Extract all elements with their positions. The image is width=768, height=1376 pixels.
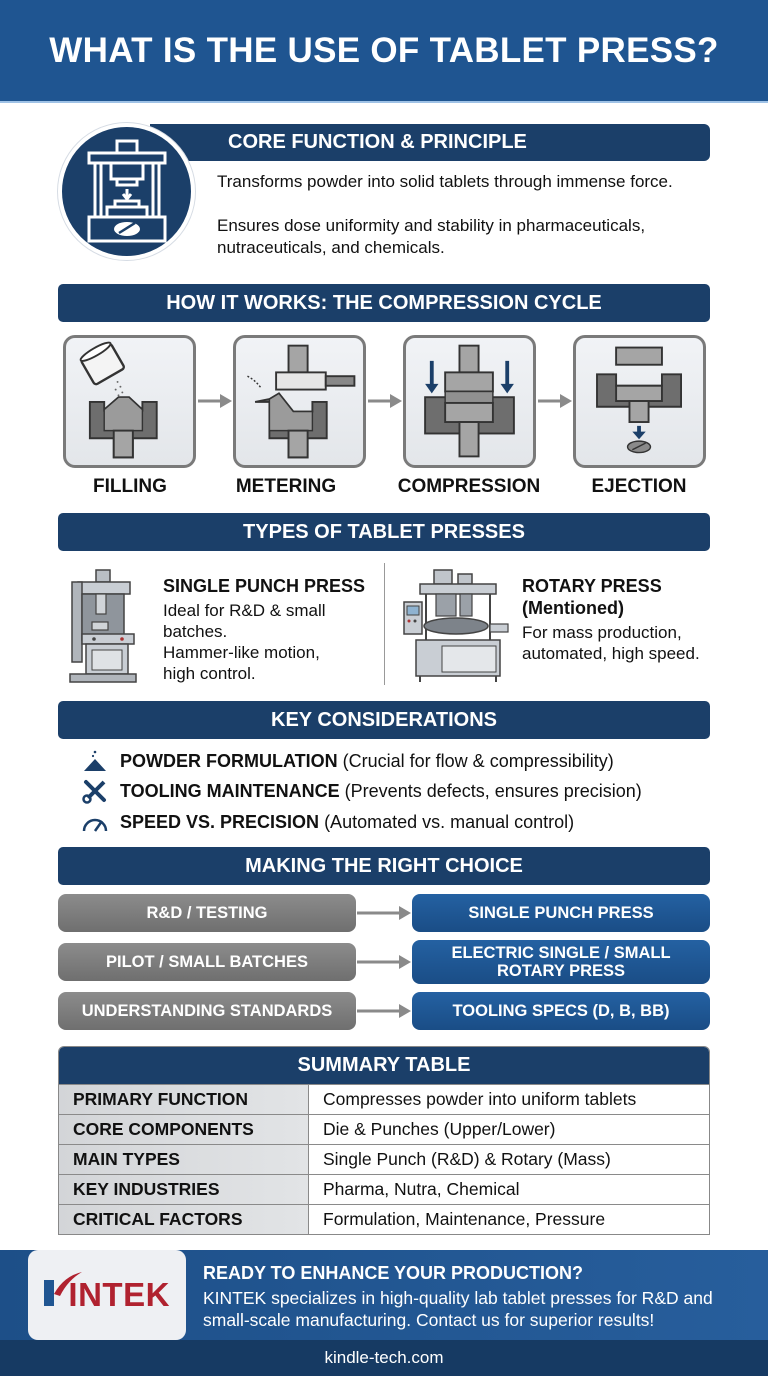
step-label-compression: COMPRESSION bbox=[397, 476, 541, 497]
choice-result: ELECTRIC SINGLE / SMALL ROTARY PRESS bbox=[412, 940, 710, 984]
core-function-header bbox=[150, 124, 710, 161]
rotary-desc-2: automated, high speed. bbox=[522, 644, 700, 663]
table-key: CRITICAL FACTORS bbox=[59, 1205, 309, 1234]
ejection-icon bbox=[573, 335, 706, 468]
website-link[interactable] bbox=[0, 1340, 768, 1376]
step-label-ejection: EJECTION bbox=[591, 476, 687, 497]
types-header bbox=[58, 513, 710, 551]
table-row bbox=[59, 1114, 709, 1144]
arrow-right-icon bbox=[357, 906, 411, 920]
rotary-press-title: ROTARY PRESS bbox=[522, 576, 662, 596]
types-divider bbox=[384, 563, 385, 685]
choice-header bbox=[58, 847, 710, 885]
powder-pile-icon bbox=[80, 748, 110, 774]
page-title: WHAT IS THE USE OF TABLET PRESS? bbox=[49, 30, 719, 70]
website-url[interactable]: kindle-tech.com bbox=[324, 1348, 444, 1367]
table-value: Single Punch (R&D) & Rotary (Mass) bbox=[309, 1145, 709, 1174]
table-row bbox=[59, 1174, 709, 1204]
table-key: PRIMARY FUNCTION bbox=[59, 1085, 309, 1114]
table-row bbox=[59, 1084, 709, 1114]
step-label-metering: METERING bbox=[235, 476, 337, 497]
rotary-desc-1: For mass production, bbox=[522, 623, 682, 642]
consideration-note: (Crucial for flow & compressibility) bbox=[342, 750, 614, 771]
consideration-note: (Automated vs. manual control) bbox=[324, 811, 575, 832]
arrow-right-icon bbox=[538, 394, 572, 408]
core-function-line-2b: nutraceuticals, and chemicals. bbox=[217, 238, 445, 257]
compression-cycle-header bbox=[58, 284, 710, 322]
single-punch-desc-4: high control. bbox=[163, 664, 256, 683]
choice-result: TOOLING SPECS (D, B, BB) bbox=[412, 992, 710, 1030]
single-punch-desc-2: batches. bbox=[163, 622, 228, 641]
table-row bbox=[59, 1204, 709, 1234]
step-label-filling: FILLING bbox=[93, 476, 167, 497]
speedometer-icon bbox=[80, 809, 110, 835]
consideration-title: POWDER FORMULATION bbox=[120, 750, 338, 771]
arrow-right-icon bbox=[368, 394, 402, 408]
consideration-item bbox=[80, 778, 642, 804]
rotary-press-icon bbox=[400, 568, 512, 684]
table-key: CORE COMPONENTS bbox=[59, 1115, 309, 1144]
choice-need: PILOT / SMALL BATCHES bbox=[58, 943, 356, 981]
table-row bbox=[59, 1144, 709, 1174]
consideration-title: TOOLING MAINTENANCE bbox=[120, 780, 340, 801]
rotary-press-subtitle: (Mentioned) bbox=[522, 598, 624, 618]
choice-result: SINGLE PUNCH PRESS bbox=[412, 894, 710, 932]
kintek-logo-text: INTEK bbox=[44, 1276, 170, 1314]
logo-swoosh-icon bbox=[42, 1270, 82, 1310]
single-punch-desc-1: Ideal for R&D & small bbox=[163, 601, 326, 620]
cta-title: READY TO ENHANCE YOUR PRODUCTION? bbox=[203, 1263, 584, 1283]
choice-need: UNDERSTANDING STANDARDS bbox=[58, 992, 356, 1030]
metering-icon bbox=[233, 335, 366, 468]
considerations-title: KEY CONSIDERATIONS bbox=[271, 708, 497, 731]
summary-table-title: SUMMARY TABLE bbox=[59, 1047, 709, 1084]
types-title: TYPES OF TABLET PRESSES bbox=[243, 520, 525, 543]
table-key: KEY INDUSTRIES bbox=[59, 1175, 309, 1204]
single-punch-desc-3: Hammer-like motion, bbox=[163, 643, 320, 662]
core-function-line-1: Transforms powder into solid tablets through immense force. bbox=[217, 172, 673, 191]
compression-cycle-title: HOW IT WORKS: THE COMPRESSION CYCLE bbox=[166, 291, 602, 314]
choice-need: R&D / TESTING bbox=[58, 894, 356, 932]
table-value: Die & Punches (Upper/Lower) bbox=[309, 1115, 709, 1144]
summary-table bbox=[58, 1046, 710, 1235]
table-key: MAIN TYPES bbox=[59, 1145, 309, 1174]
choice-title: MAKING THE RIGHT CHOICE bbox=[245, 854, 523, 877]
consideration-item bbox=[80, 748, 614, 774]
consideration-note: (Prevents defects, ensures precision) bbox=[344, 780, 642, 801]
core-function-title: CORE FUNCTION & PRINCIPLE bbox=[228, 131, 527, 153]
consideration-title: SPEED VS. PRECISION bbox=[120, 811, 320, 832]
table-value: Compresses powder into uniform tablets bbox=[309, 1085, 709, 1114]
tablet-press-icon bbox=[58, 123, 195, 260]
arrow-right-icon bbox=[198, 394, 232, 408]
table-value: Formulation, Maintenance, Pressure bbox=[309, 1205, 709, 1234]
consideration-item bbox=[80, 809, 574, 835]
compression-icon bbox=[403, 335, 536, 468]
table-value: Pharma, Nutra, Chemical bbox=[309, 1175, 709, 1204]
kintek-logo[interactable] bbox=[28, 1250, 186, 1340]
filling-icon bbox=[63, 335, 196, 468]
considerations-header bbox=[58, 701, 710, 739]
single-punch-press-icon bbox=[66, 568, 146, 684]
arrow-right-icon bbox=[357, 1004, 411, 1018]
arrow-right-icon bbox=[357, 955, 411, 969]
cta-body: KINTEK specializes in high-quality lab tablet presses for R&D and small-scale manufacturing. Contact us for superior results! bbox=[203, 1288, 713, 1330]
core-function-line-2a: Ensures dose uniformity and stability in pharmaceuticals, bbox=[217, 216, 646, 235]
wrench-screwdriver-icon bbox=[80, 778, 110, 804]
page-header bbox=[0, 0, 768, 103]
single-punch-press-title: SINGLE PUNCH PRESS bbox=[163, 576, 366, 596]
